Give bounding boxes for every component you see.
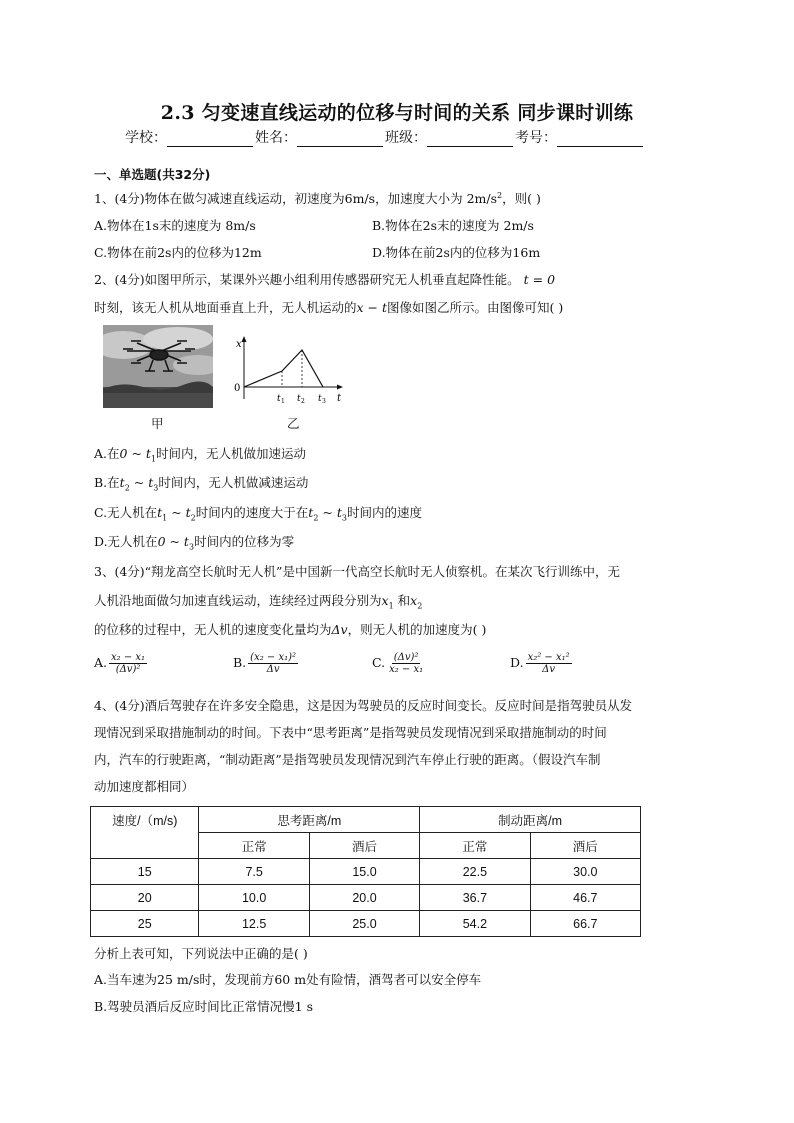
q3-d-den: Δv bbox=[542, 664, 556, 675]
number-label: 考号： bbox=[515, 130, 557, 146]
cloud bbox=[143, 327, 213, 351]
q2-c-r1a-sub: 1 bbox=[162, 513, 168, 523]
q2-c-mid: 时间内的速度大于在 bbox=[195, 505, 309, 520]
q2-d-range: 0 ~ t bbox=[157, 534, 189, 549]
q3-a-frac bbox=[109, 652, 147, 675]
xt-graph-svg bbox=[230, 333, 350, 413]
think-normal-cell: 10.0 bbox=[199, 885, 309, 911]
name-label: 姓名： bbox=[255, 130, 297, 146]
table-row bbox=[91, 911, 641, 937]
think-normal-cell: 12.5 bbox=[199, 911, 309, 937]
q2-stem-text3: 图像如图乙所示。由图像可知( ) bbox=[387, 300, 564, 315]
q3-d-label: D. bbox=[510, 655, 524, 670]
drone-photo bbox=[103, 325, 213, 408]
brake-header: 制动距离/m bbox=[420, 807, 641, 833]
q3-option-c[interactable] bbox=[372, 652, 427, 675]
q3-line3-tail: ，则无人机的加速度为( ) bbox=[347, 622, 487, 637]
speed-cell: 25 bbox=[91, 911, 199, 937]
q2-d-post: 时间内的位移为零 bbox=[194, 534, 295, 549]
q3-a-label: A. bbox=[94, 655, 108, 670]
q2-b-sub-b: 3 bbox=[153, 483, 159, 493]
q2-c-r1b-sub: 2 bbox=[190, 513, 196, 523]
q2-d-pre: D.无人机在 bbox=[94, 534, 158, 549]
x-axis-label: t bbox=[337, 393, 342, 404]
q4-stem-line4: 动加速度都相同） bbox=[94, 779, 195, 794]
q2-c-r2a: t bbox=[308, 505, 314, 520]
q2-c-r2b-sub: 3 bbox=[341, 513, 347, 523]
q4-stem-line1: 4、(4分)酒后驾驶存在许多安全隐患，这是因为驾驶员的反应时间变长。反应时间是指驾驶员从发 bbox=[94, 698, 633, 713]
brake-drunk-cell: 30.0 bbox=[530, 859, 640, 885]
q2-c-post: 时间内的速度 bbox=[346, 505, 422, 520]
q2-d-sub: 3 bbox=[188, 542, 195, 552]
q2-xt: x − t bbox=[356, 300, 388, 315]
name-field[interactable] bbox=[297, 132, 383, 147]
brake-normal-cell: 36.7 bbox=[420, 885, 530, 911]
q3-c-num: (Δv)² bbox=[393, 652, 419, 663]
think-header: 思考距离/m bbox=[199, 807, 420, 833]
brake-normal-header: 正常 bbox=[420, 833, 530, 859]
number-field[interactable] bbox=[557, 132, 643, 147]
distance-table bbox=[90, 806, 641, 937]
q3-and: 和 bbox=[393, 593, 411, 608]
q2-option-b[interactable] bbox=[94, 473, 308, 493]
q4-option-b[interactable]: B.驾驶员酒后反应时间比正常情况慢1 s bbox=[94, 999, 314, 1014]
q2-c-r2b: ~ t bbox=[318, 505, 342, 520]
q3-b-frac bbox=[248, 652, 298, 675]
q2-stem-text1: 2、(4分)如图甲所示，某课外兴趣小组利用传感器研究无人机垂直起降性能。 bbox=[94, 272, 520, 287]
think-drunk-cell: 20.0 bbox=[309, 885, 419, 911]
q4-stem-line3: 内，汽车的行驶距离，“制动距离”是指驾驶员发现情况到汽车停止行驶的距离。（假设汽车制 bbox=[94, 752, 601, 767]
q2-stem-line2 bbox=[94, 298, 563, 316]
origin-label: 0 bbox=[234, 383, 241, 394]
q3-line2-text: 人机沿地面做匀加速直线运动，连续经过两段分别为 bbox=[94, 593, 382, 608]
q2-option-c[interactable] bbox=[94, 503, 422, 523]
fig-yi-caption: 乙 bbox=[287, 416, 300, 431]
q3-c-den: x₂ − x₁ bbox=[389, 664, 424, 675]
q3-x1: x bbox=[381, 593, 389, 608]
q1-stem-sup: 2 bbox=[497, 190, 503, 200]
section-title: 一、单选题(共32分) bbox=[94, 167, 211, 182]
q3-b-den: Δv bbox=[266, 664, 280, 675]
think-drunk-cell: 15.0 bbox=[309, 859, 419, 885]
think-normal-header: 正常 bbox=[199, 833, 309, 859]
t3-label: t bbox=[318, 394, 322, 404]
t1-label: t bbox=[277, 394, 281, 404]
q1-stem bbox=[94, 189, 541, 207]
q3-stem-line1: 3、(4分)“翔龙高空长航时无人机”是中国新一代高空长航时无人侦察机。在某次飞行训练中，无 bbox=[94, 564, 620, 579]
think-drunk-cell: 25.0 bbox=[309, 911, 419, 937]
q3-d-num: x₂² − x₁² bbox=[527, 652, 570, 663]
q2-c-pre: C.无人机在 bbox=[94, 505, 158, 520]
table-row bbox=[91, 885, 641, 911]
drone-photo-svg bbox=[103, 325, 213, 408]
q2-stem-text2: 时刻，该无人机从地面垂直上升，无人机运动的 bbox=[94, 300, 357, 315]
school-field[interactable] bbox=[167, 132, 253, 147]
q2-b-post: 时间内，无人机做减速运动 bbox=[158, 475, 309, 490]
q2-stem-line1 bbox=[94, 270, 555, 288]
q4-after-table: 分析上表可知，下列说法中正确的是( ) bbox=[94, 946, 308, 961]
brake-drunk-header: 酒后 bbox=[530, 833, 640, 859]
q2-c-r1a: t bbox=[157, 505, 163, 520]
q2-a-sub: 1 bbox=[150, 454, 157, 464]
q3-b-label: B. bbox=[233, 655, 247, 670]
q3-a-den: (Δv)² bbox=[115, 664, 141, 675]
think-drunk-header: 酒后 bbox=[309, 833, 419, 859]
q2-b-ta: t bbox=[119, 475, 125, 490]
q4-option-a[interactable]: A.当车速为25 m/s时，发现前方60 m处有险情，酒驾者可以安全停车 bbox=[94, 972, 482, 987]
q1-option-d[interactable]: D.物体在前2s内的位移为16m bbox=[372, 245, 541, 260]
q3-c-frac bbox=[387, 652, 425, 675]
q4-stem-line2: 现情况到采取措施制动的时间。下表中“思考距离”是指驾驶员发现情况到采取措施制动的时间 bbox=[94, 725, 607, 740]
t2-sub: 2 bbox=[301, 398, 305, 405]
think-normal-cell: 7.5 bbox=[199, 859, 309, 885]
q3-b-num: (x₂ − x₁)² bbox=[250, 652, 297, 663]
q2-a-post: 时间内，无人机做加速运动 bbox=[156, 446, 307, 461]
q2-a-pre: A.在 bbox=[94, 446, 120, 461]
q2-b-tb: ~ t bbox=[129, 475, 154, 490]
fig-jia-caption: 甲 bbox=[151, 416, 164, 431]
class-label: 班级： bbox=[385, 130, 427, 146]
student-info-row bbox=[125, 127, 645, 147]
q3-c-label: C. bbox=[372, 655, 386, 670]
q3-stem-line3 bbox=[94, 620, 486, 638]
t2-label: t bbox=[297, 394, 301, 404]
q3-stem-line2 bbox=[94, 591, 422, 611]
q2-c-r1b: ~ t bbox=[167, 505, 191, 520]
q1-option-c[interactable]: C.物体在前2s内的位移为12m bbox=[94, 245, 262, 260]
t1-sub: 1 bbox=[281, 398, 285, 405]
q2-b-sub-a: 2 bbox=[124, 483, 130, 493]
q3-option-d[interactable] bbox=[510, 652, 574, 675]
xt-curve bbox=[244, 350, 323, 387]
brake-drunk-cell: 66.7 bbox=[530, 911, 640, 937]
q2-c-r2a-sub: 2 bbox=[313, 513, 319, 523]
q1-stem-text: 1、(4分)物体在做匀减速直线运动，初速度为6m/s，加速度大小为 2m/s bbox=[94, 191, 497, 206]
q2-b-pre: B.在 bbox=[94, 475, 120, 490]
q2-a-range: 0 ~ t bbox=[119, 446, 151, 461]
table-row bbox=[91, 859, 641, 885]
page-title: 2.3 匀变速直线运动的位移与时间的关系 同步课时训练 bbox=[160, 102, 634, 124]
q3-x2-sub: 2 bbox=[417, 601, 423, 611]
q2-option-a[interactable] bbox=[94, 444, 306, 464]
xt-graph bbox=[230, 333, 350, 413]
q3-x2: x bbox=[410, 593, 418, 608]
y-axis-label: x bbox=[236, 339, 242, 350]
q3-option-b[interactable] bbox=[233, 652, 300, 675]
t3-sub: 3 bbox=[322, 398, 326, 405]
speed-cell: 20 bbox=[91, 885, 199, 911]
q2-option-d[interactable] bbox=[94, 532, 294, 552]
q3-x1-sub: 1 bbox=[388, 601, 394, 611]
q3-d-frac bbox=[526, 652, 572, 675]
brake-drunk-cell: 46.7 bbox=[530, 885, 640, 911]
q1-stem-tail: ，则( ) bbox=[502, 191, 541, 206]
q3-line3-text: 的位移的过程中，无人机的速度变化量均为 bbox=[94, 622, 332, 637]
q3-option-a[interactable] bbox=[94, 652, 149, 675]
y-axis-arrow bbox=[242, 336, 247, 342]
q3-dv: Δv bbox=[331, 622, 348, 637]
q1-option-b[interactable]: B.物体在2s末的速度为 2m/s bbox=[372, 218, 534, 233]
school-label: 学校： bbox=[125, 130, 167, 146]
q2-t0: t = 0 bbox=[523, 272, 556, 287]
q1-option-a[interactable]: A.物体在1s末的速度为 8m/s bbox=[94, 218, 256, 233]
q3-a-num: x₂ − x₁ bbox=[111, 652, 146, 663]
x-axis-arrow bbox=[337, 385, 343, 390]
table-header-row bbox=[91, 807, 641, 833]
speed-cell: 15 bbox=[91, 859, 199, 885]
speed-header: 速度/（m/s) bbox=[91, 807, 199, 859]
brake-normal-cell: 22.5 bbox=[420, 859, 530, 885]
class-field[interactable] bbox=[427, 132, 513, 147]
brake-normal-cell: 54.2 bbox=[420, 911, 530, 937]
